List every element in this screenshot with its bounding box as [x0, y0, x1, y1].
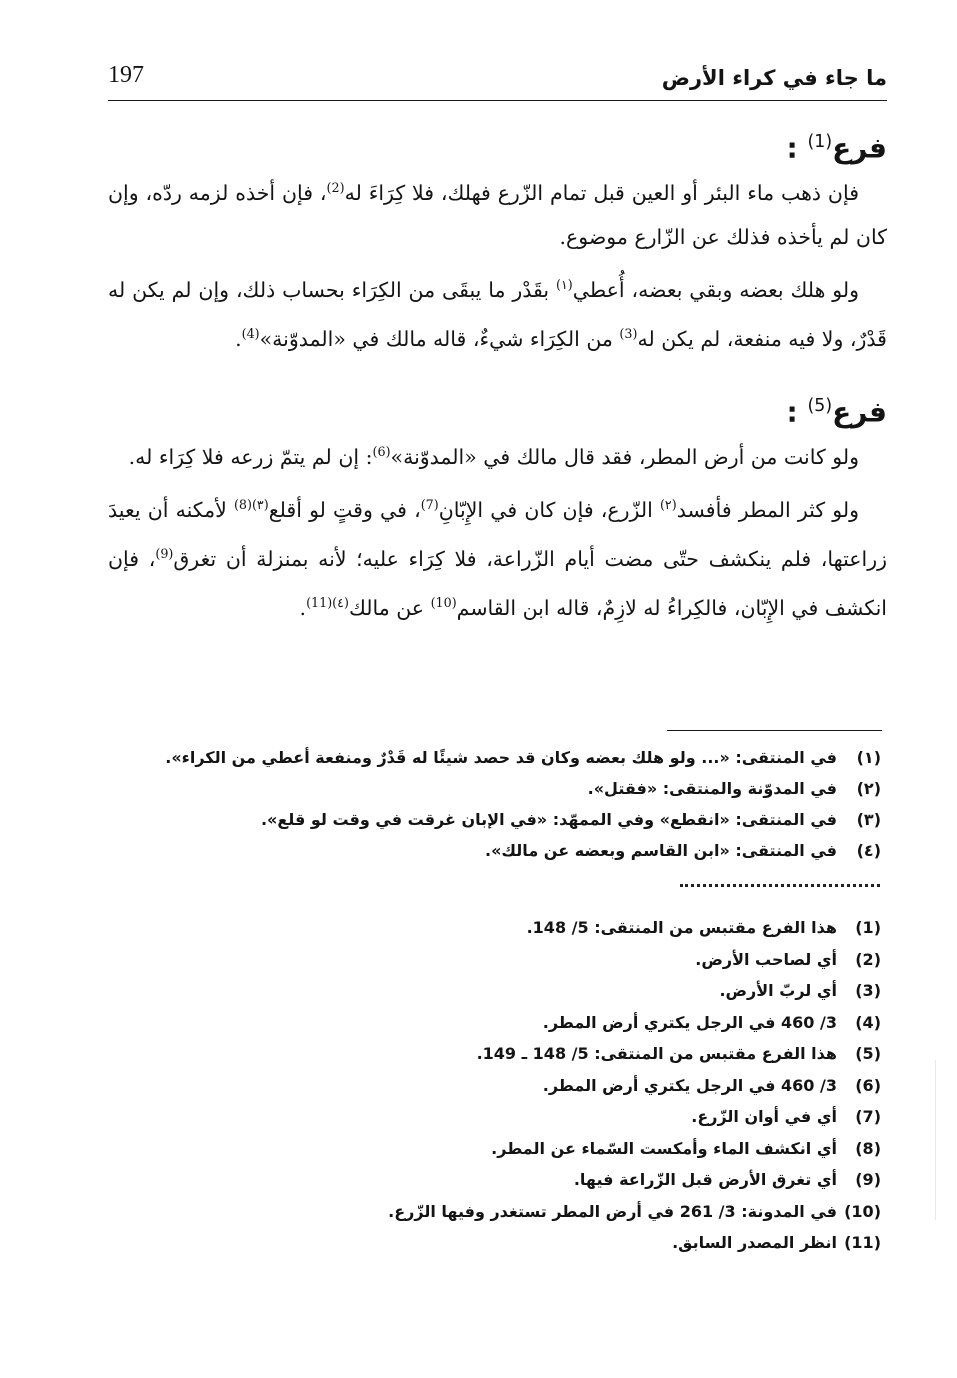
- paragraph: [108, 166, 887, 259]
- footnote-item: [300, 1196, 881, 1228]
- footnote-text: 3/ 460 في الرجل يكتري أرض المطر.: [542, 1075, 837, 1095]
- editor-footnotes: [160, 742, 881, 866]
- text-run: ، فإن انكشف في الإِبّان، فالكِراءُ له لازِمٌ، قاله ابن القاسم: [108, 546, 887, 620]
- footnote-number: (8): [855, 1138, 881, 1158]
- footnote-item: [300, 1038, 881, 1070]
- footnote-ref: (١): [555, 276, 573, 292]
- footnote-number: (6): [855, 1075, 881, 1095]
- text-run: لأمكنه أن يعيدَ زراعتها، فلم ينكشف حتّى مضت أيام الزّراعة، فلا كِرَاء عليه؛ لأنه بمنزلة أن تغرق: [108, 498, 888, 571]
- paragraph: [108, 263, 887, 361]
- scan-artifact-line: [935, 1060, 936, 1220]
- footnote-ref: (10): [430, 594, 457, 610]
- footnote-item: [300, 944, 881, 976]
- main-text: [108, 118, 887, 630]
- footnote-number: (٤): [856, 841, 881, 860]
- text-run: ، في وقتٍ لو أقلع: [268, 498, 421, 523]
- footnote-item: [300, 912, 881, 944]
- footnote-item: [300, 1133, 881, 1165]
- text-run: .: [235, 326, 242, 351]
- footnote-item: [300, 1164, 881, 1196]
- footnote-number: (7): [855, 1107, 881, 1126]
- section-spacer: [108, 360, 887, 382]
- text-run: الزّرع، فإن كان في الإِبّانِ: [438, 498, 660, 523]
- footnote-text: أي لربّ الأرض.: [719, 981, 837, 1000]
- footnote-item: [300, 1070, 881, 1102]
- footnote-ref: (4): [241, 325, 260, 341]
- footnote-text: هذا الفرع مقتبس من المنتقى: 5/ 148 ـ 149.: [476, 1044, 837, 1063]
- source-footnotes: [300, 912, 881, 1259]
- footnote-divider: [667, 730, 882, 731]
- text-run: ولو كثر المطر فأفسد: [676, 498, 859, 523]
- page-header: [108, 56, 887, 101]
- text-run: بقَدْر ما يبقَى من الكِرَاء بحساب ذلك، وإن لم يكن له قَدْرٌ، ولا فيه منفعة، لم يكن له: [108, 277, 887, 351]
- footnote-text: أي لصاحب الأرض.: [695, 949, 837, 969]
- text-run: فإن ذهب ماء البئر أو العين قبل تمام الزّرع فهلك، فلا كِرَاءَ له: [344, 180, 859, 205]
- footnote-number: (9): [855, 1170, 881, 1189]
- section-title: [108, 118, 887, 166]
- footnote-ref: (2): [326, 180, 345, 195]
- section-title-text: فرع: [832, 131, 887, 165]
- footnote-text: هذا الفرع مقتبس من المنتقى: 5/ 148.: [526, 918, 837, 937]
- footnote-text: في المدوّنة والمنتقى: «فقتل».: [587, 779, 837, 798]
- footnote-item: [300, 975, 881, 1007]
- text-run: : إن لم يتمّ زرعه فلا كِرَاء له.: [128, 445, 373, 470]
- footnote-number: (5): [855, 1044, 881, 1063]
- paragraph: [108, 430, 887, 479]
- footnote-ref: (9): [155, 546, 174, 562]
- footnote-text: أي في أوان الزّرع.: [691, 1107, 837, 1126]
- footnote-item: [300, 1101, 881, 1133]
- text-run: .: [299, 595, 307, 620]
- footnote-ref: (٤)(11): [306, 594, 349, 610]
- footnote-text: في المدونة: 3/ 261 في أرض المطر تستغدر وفيها الزّرع.: [388, 1201, 837, 1221]
- footnote-ref: (6): [372, 444, 391, 460]
- footnote-number: (٢): [856, 779, 881, 798]
- footnote-item: [300, 1007, 881, 1039]
- footnote-text: في المنتقى: «ابن القاسم وبعضه عن مالك».: [484, 841, 837, 860]
- dotted-divider: [680, 884, 880, 887]
- title-colon: :: [786, 395, 808, 429]
- footnote-text: في المنتقى: «انقطع» وفي الممهّد: «في الإبان غرقت في وقت لو قلع».: [260, 810, 837, 829]
- running-title: ما جاء في كراء الأرض: [661, 66, 887, 90]
- footnote-text: أي تغرق الأرض قبل الزّراعة فيها.: [573, 1170, 837, 1189]
- footnote-number: (3): [855, 981, 881, 1000]
- footnote-text: انظر المصدر السابق.: [672, 1233, 837, 1252]
- footnote-item: [160, 742, 881, 773]
- footnote-number: (4): [855, 1012, 881, 1032]
- section-title-text: فرع: [832, 395, 887, 429]
- footnote-item: [160, 773, 881, 804]
- footnote-ref: (1): [807, 132, 833, 152]
- footnote-ref: (٢): [659, 497, 677, 513]
- footnote-item: [300, 1227, 881, 1259]
- footnote-number: (٣): [856, 810, 881, 829]
- footnote-ref: (5): [807, 396, 833, 417]
- footnote-number: (١): [856, 748, 881, 767]
- footnote-number: (1): [855, 918, 881, 937]
- text-run: ، فإن أخذه لزمه ردّه، وإن كان لم يأخذه فذلك عن الزّارع موضوع.: [108, 180, 887, 249]
- text-run: عن مالك: [348, 595, 431, 620]
- footnote-ref: (7): [420, 497, 439, 513]
- page-number: 197: [108, 62, 144, 88]
- footnote-ref: (٣)(8): [233, 497, 269, 513]
- footnote-item: [160, 804, 881, 835]
- title-colon: :: [786, 131, 808, 165]
- footnote-ref: (3): [619, 325, 638, 341]
- text-run: ولو كانت من أرض المطر، فقد قال مالك في «المدوّنة»: [390, 445, 859, 470]
- footnote-number: (10): [844, 1201, 881, 1221]
- footnote-text: في المنتقى: «... ولو هلك بعضه وكان قد حصد شيئًا له قَدْرٌ ومنفعة أعطي من الكراء».: [165, 748, 837, 767]
- footnote-item: [160, 835, 881, 866]
- text-run: من الكِرَاء شيءٌ، قاله مالك في «المدوّنة»: [259, 326, 620, 351]
- footnote-number: (2): [855, 949, 881, 969]
- paragraph: [108, 483, 887, 629]
- footnote-text: 3/ 460 في الرجل يكتري أرض المطر.: [542, 1012, 837, 1032]
- footnote-text: أي انكشف الماء وأمكست السّماء عن المطر.: [491, 1138, 837, 1158]
- text-run: ولو هلك بعضه وبقي بعضه، أُعطي: [572, 277, 859, 302]
- section-title: [108, 382, 887, 430]
- footnote-number: (11): [844, 1233, 881, 1252]
